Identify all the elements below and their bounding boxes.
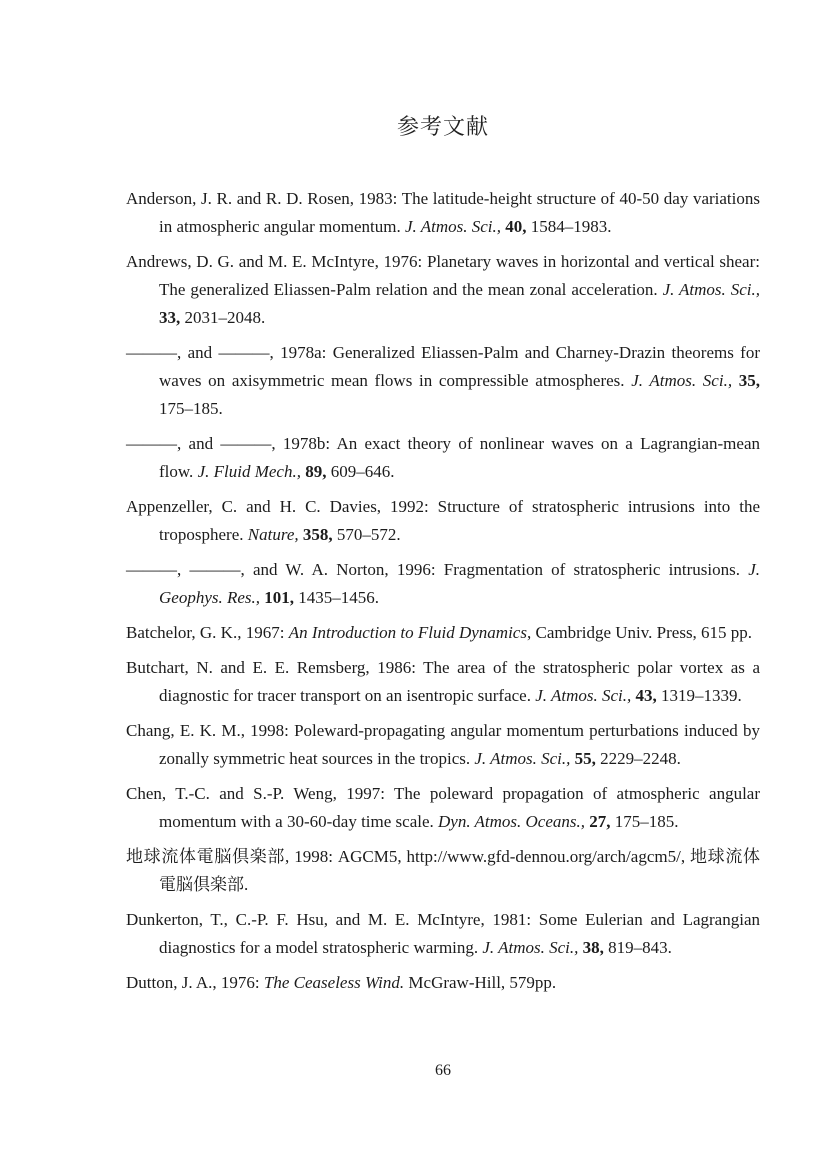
reference-segment: ———, and ———, 1978b: An exact theory of nonlinear waves on a Lagrangian-mean flow. xyxy=(126,434,760,481)
reference-segment: 1319–1339. xyxy=(656,686,742,705)
reference-segment: 27, xyxy=(589,812,611,831)
references-title: 参考文献 xyxy=(396,115,489,140)
reference-segment: J. Atmos. Sci., xyxy=(535,686,632,705)
reference-segment: J. Fluid Mech., xyxy=(197,462,301,481)
reference-segment: Dyn. Atmos. Oceans., xyxy=(438,812,586,831)
reference-segment: ———, and ———, 1978a: Generalized Eliassen-Palm and Charney-Drazin theorems for waves on axisymmetric mean flows in compressible atmospheres. xyxy=(126,343,760,390)
reference-segment: McGraw-Hill, 579pp. xyxy=(404,973,557,992)
reference-entry xyxy=(126,969,760,997)
reference-segment: Dutton, J. A., 1976: xyxy=(126,973,264,992)
reference-entry xyxy=(126,493,760,549)
reference-segment xyxy=(732,371,739,390)
reference-segment: Appenzeller, C. and H. C. Davies, 1992: Structure of stratospheric intrusions into the troposphere. xyxy=(126,497,760,544)
reference-segment: J. Atmos. Sci., xyxy=(404,217,501,236)
page-number: 66 xyxy=(435,1062,451,1079)
reference-segment: 609–646. xyxy=(326,462,395,481)
reference-segment: ———, ———, and W. A. Norton, 1996: Fragmentation of stratospheric intrusions. xyxy=(126,560,749,579)
reference-segment: 89, xyxy=(305,462,327,481)
reference-entry xyxy=(126,339,760,423)
reference-segment: 570–572. xyxy=(332,525,401,544)
reference-segment: 175–185. xyxy=(610,812,679,831)
reference-entry xyxy=(126,843,760,899)
reference-segment: Anderson, J. R. and R. D. Rosen, 1983: The latitude-height structure of 40-50 day variations in atmospheric angular momentum. xyxy=(126,189,760,236)
reference-segment: Batchelor, G. K., 1967: xyxy=(126,623,289,642)
reference-segment: 43, xyxy=(635,686,657,705)
reference-segment: Chang, E. K. M., 1998: Poleward-propagating angular momentum perturbations induced by zonally symmetric heat sources in the tropics. xyxy=(126,721,760,768)
reference-segment: J. Atmos. Sci., xyxy=(631,371,733,390)
reference-entry xyxy=(126,556,760,612)
reference-entry xyxy=(126,185,760,241)
reference-segment: 33, xyxy=(159,308,181,327)
reference-segment: 1435–1456. xyxy=(294,588,380,607)
reference-entry xyxy=(126,780,760,836)
reference-entry xyxy=(126,717,760,773)
reference-entry xyxy=(126,619,760,647)
reference-segment: Dunkerton, T., C.-P. F. Hsu, and M. E. McIntyre, 1981: Some Eulerian and Lagrangian diagnostics for a model stratospheric warming. xyxy=(126,910,760,957)
reference-segment: Chen, T.-C. and S.-P. Weng, 1997: The poleward propagation of atmospheric angular momentum with a 30-60-day time scale. xyxy=(126,784,760,831)
reference-segment: J. Atmos. Sci., xyxy=(662,280,760,299)
page-content xyxy=(126,110,760,1004)
reference-segment: 38, xyxy=(582,938,604,957)
reference-segment: 35, xyxy=(738,371,761,390)
reference-segment: Andrews, D. G. and M. E. McIntyre, 1976: Planetary waves in horizontal and vertical shear: The generalized Eliassen-Palm relation and the mean zonal acceleration. xyxy=(126,252,760,299)
reference-segment: J. Atmos. Sci., xyxy=(482,938,579,957)
reference-segment: J. Atmos. Sci., xyxy=(474,749,571,768)
reference-entry xyxy=(126,654,760,710)
references-list xyxy=(126,185,760,997)
reference-segment: J. Geophys. Res., xyxy=(159,560,760,607)
reference-segment: 2031–2048. xyxy=(180,308,266,327)
reference-segment: 40, xyxy=(505,217,527,236)
reference-segment: Butchart, N. and E. E. Remsberg, 1986: The area of the stratospheric polar vortex as a diagnostic for tracer transport on an isentropic surface. xyxy=(126,658,760,705)
reference-segment: 101, xyxy=(264,588,295,607)
reference-entry xyxy=(126,430,760,486)
reference-segment: 2229–2248. xyxy=(595,749,681,768)
reference-segment: , Cambridge Univ. Press, 615 pp. xyxy=(526,623,753,642)
reference-segment: 175–185. xyxy=(159,399,223,418)
reference-segment: Nature, xyxy=(247,525,299,544)
reference-segment: 1584–1983. xyxy=(526,217,612,236)
reference-entry xyxy=(126,248,760,332)
reference-entry xyxy=(126,906,760,962)
reference-segment: 358, xyxy=(302,525,333,544)
reference-segment: 819–843. xyxy=(603,938,672,957)
reference-segment: 55, xyxy=(574,749,596,768)
reference-segment: The Ceaseless Wind. xyxy=(263,973,405,992)
reference-segment: 地球流体電脳倶楽部, 1998: AGCM5, http://www.gfd-dennou.org/arch/agcm5/, 地球流体電脳倶楽部. xyxy=(126,847,760,894)
reference-segment: An Introduction to Fluid Dynamics xyxy=(288,623,527,642)
